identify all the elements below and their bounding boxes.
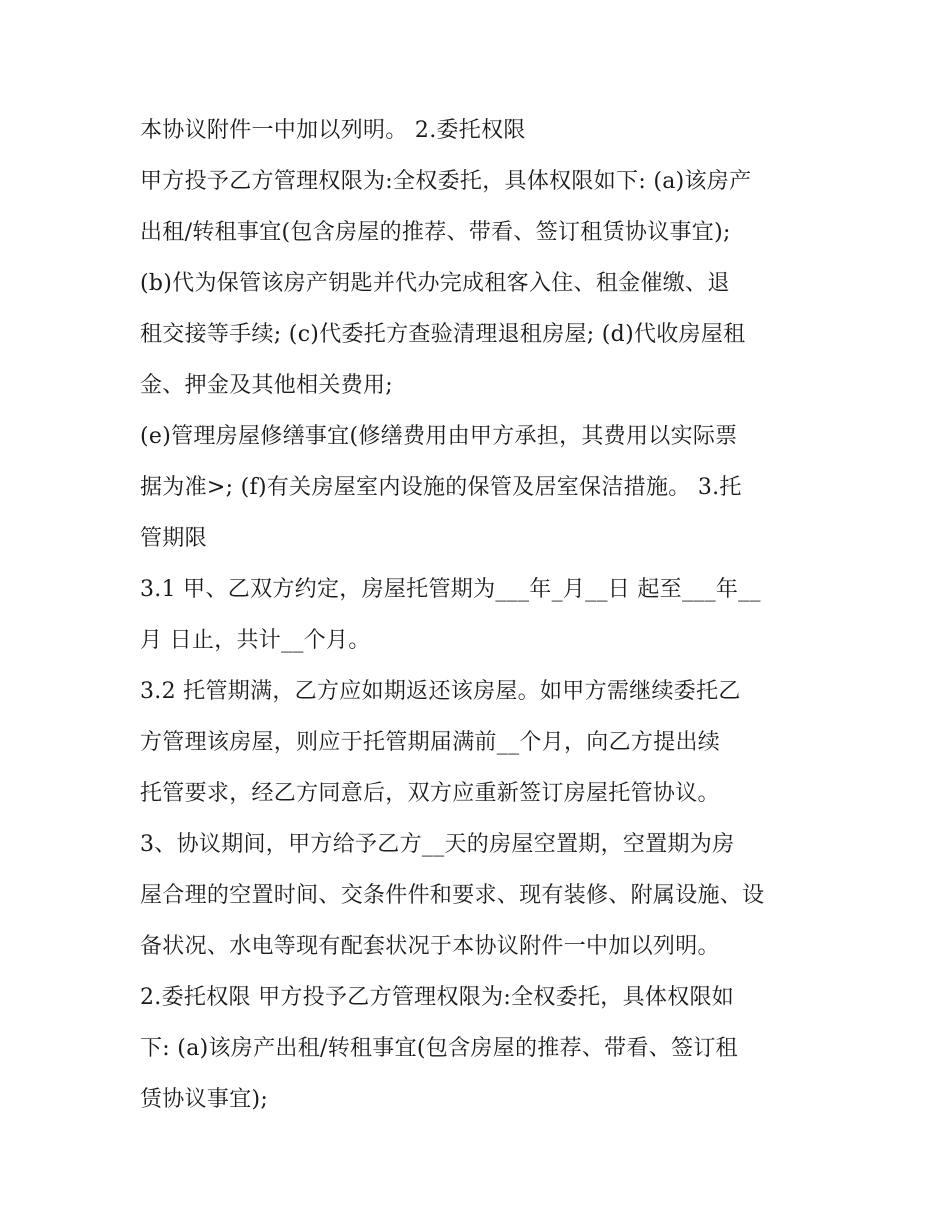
text-line: 托管要求，经乙方同意后，双方应重新签订房屋托管协议。 <box>140 781 720 806</box>
text-line: 租交接等手续; (c)代委托方查验清理退租房屋; (d)代收房屋租 <box>140 322 746 347</box>
text-line: 赁协议事宜); <box>140 1087 269 1112</box>
text-line: 方管理该房屋，则应于托管期届满前__个月，向乙方提出续 <box>140 730 721 755</box>
text-line: 据为准>; (f)有关房屋室内设施的保管及居室保洁措施。 3.托 <box>140 475 742 500</box>
text-line: 本协议附件一中加以列明。 2.委托权限 <box>140 118 526 143</box>
text-line: 2.委托权限 甲方投予乙方管理权限为:全权委托，具体权限如 <box>140 985 735 1010</box>
text-line: 3.1 甲、乙双方约定，房屋托管期为___年_月__日 起至___年__ <box>140 577 761 602</box>
text-line: 管期限 <box>140 526 207 551</box>
text-line: 甲方投予乙方管理权限为:全权委托，具体权限如下: (a)该房产 <box>140 169 752 194</box>
text-line: 备状况、水电等现有配套状况于本协议附件一中加以列明。 <box>140 934 720 959</box>
text-line: 3.2 托管期满，乙方应如期返还该房屋。如甲方需继续委托乙 <box>140 679 741 704</box>
text-line: (e)管理房屋修缮事宜(修缮费用由甲方承担，其费用以实际票 <box>140 424 738 449</box>
text-line: 下: (a)该房产出租/转租事宜(包含房屋的推荐、带看、签订租 <box>140 1036 738 1061</box>
text-line: (b)代为保管该房产钥匙并代办完成租客入住、租金催缴、退 <box>140 271 730 296</box>
text-line: 屋合理的空置时间、交条件件和要求、现有装修、附属设施、设 <box>140 883 765 908</box>
text-line: 3、协议期间，甲方给予乙方__天的房屋空置期，空置期为房 <box>140 832 735 857</box>
document-body <box>140 105 820 1125</box>
text-line: 金、押金及其他相关费用; <box>140 373 394 398</box>
text-line: 月 日止，共计__个月。 <box>140 628 371 653</box>
text-line: 出租/转租事宜(包含房屋的推荐、带看、签订租赁协议事宜); <box>140 220 731 245</box>
